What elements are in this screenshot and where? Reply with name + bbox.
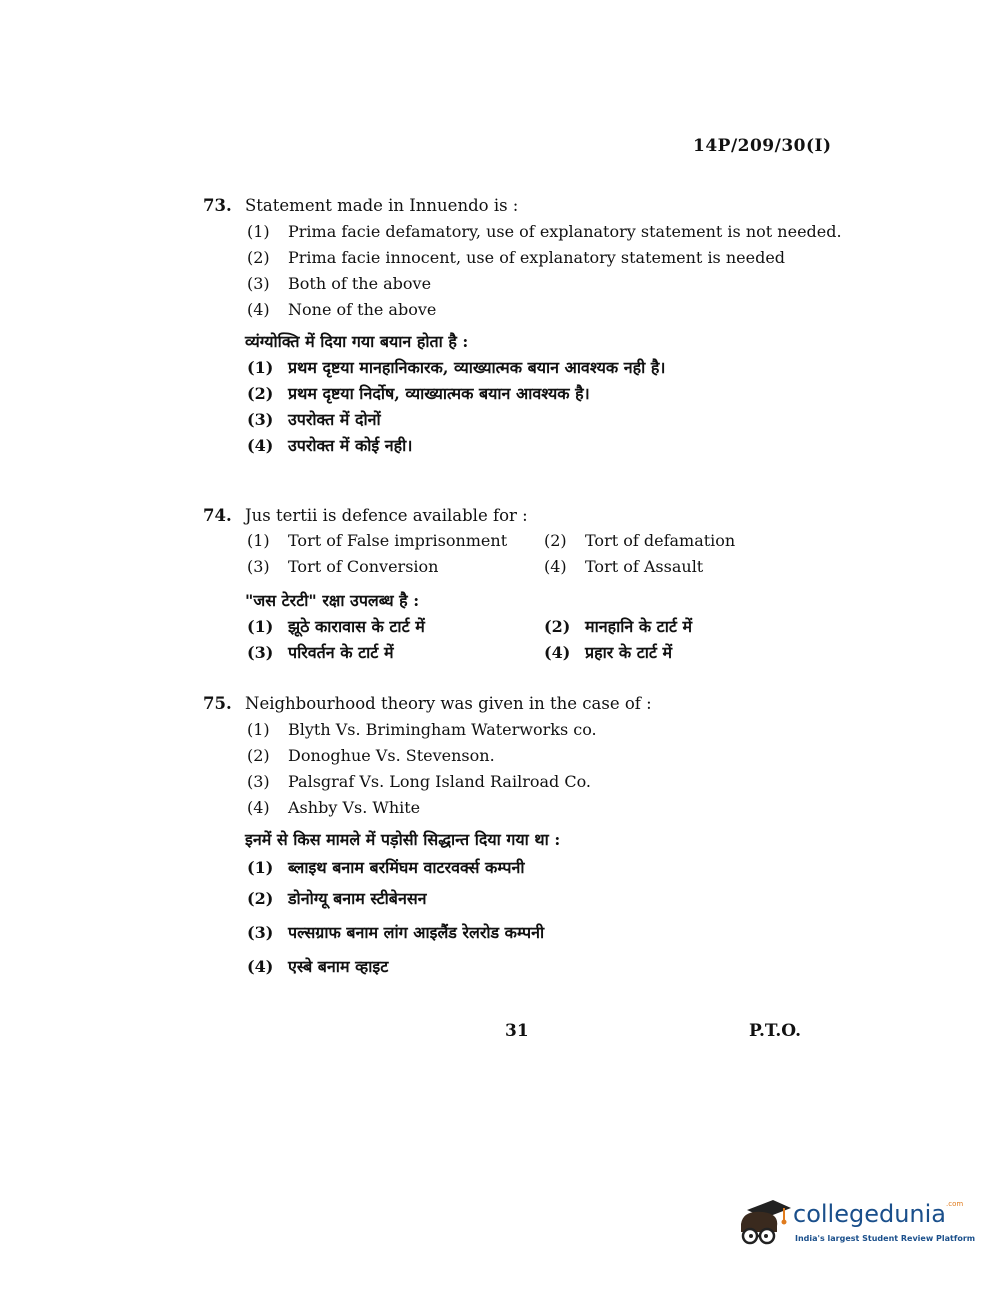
hindi-option-1 xyxy=(247,614,544,640)
option-text: Prima facie innocent, use of explanatory statement is needed xyxy=(288,248,786,267)
option-text: Ashby Vs. White xyxy=(288,798,421,817)
question-text xyxy=(203,194,843,218)
page-number: 31 xyxy=(505,1021,529,1041)
option-3 xyxy=(203,272,843,295)
logo-name: collegedunia xyxy=(793,1200,947,1228)
option-1 xyxy=(203,220,843,243)
option-text: प्रथम दृष्टया मानहानिकारक, व्याख्यात्मक बयान आवश्यक नही है। xyxy=(288,358,666,377)
option-number: (1) xyxy=(247,531,270,550)
question-statement: Neighbourhood theory was given in the case of : xyxy=(245,694,652,713)
hindi-option-1 xyxy=(203,355,843,381)
option-number: (4) xyxy=(544,557,567,576)
option-number: (1) xyxy=(247,720,270,739)
question-statement: Statement made in Innuendo is : xyxy=(245,196,519,215)
option-number: (4) xyxy=(247,300,270,319)
question-text xyxy=(203,504,843,528)
option-text: डोनोग्यू बनाम स्टीबेनसन xyxy=(288,889,427,908)
collegedunia-logo xyxy=(733,1196,976,1260)
option-number: (4) xyxy=(544,643,571,662)
option-1 xyxy=(203,718,843,741)
option-number: (1) xyxy=(247,617,274,636)
option-number: (4) xyxy=(247,798,270,817)
option-number: (2) xyxy=(544,531,567,550)
option-number: (1) xyxy=(247,222,270,241)
option-text: प्रथम दृष्टया निर्दोष, व्याख्यात्मक बयान आवश्यक है। xyxy=(288,384,590,403)
hindi-question-text: इनमें से किस मामले में पड़ोसी सिद्धान्त दिया गया था : xyxy=(245,830,561,849)
option-text: झूठे कारावास के टार्ट में xyxy=(288,617,425,636)
option-2 xyxy=(203,744,843,767)
option-text: प्रहार के टार्ट में xyxy=(585,643,673,662)
options-grid xyxy=(203,528,843,580)
option-number: (2) xyxy=(247,746,270,765)
option-number: (1) xyxy=(247,358,274,377)
option-3 xyxy=(203,770,843,793)
option-text: Prima facie defamatory, use of explanatory statement is not needed. xyxy=(288,222,842,241)
option-4 xyxy=(203,298,843,321)
option-2 xyxy=(544,528,844,554)
question-73 xyxy=(203,194,843,459)
hindi-option-3 xyxy=(203,920,843,946)
logo-wordmark xyxy=(793,1200,963,1228)
hindi-option-1 xyxy=(203,855,843,881)
option-2 xyxy=(203,246,843,269)
hindi-option-4 xyxy=(203,954,843,980)
option-3 xyxy=(247,554,544,580)
question-text xyxy=(203,692,843,716)
option-text: एस्बे बनाम व्हाइट xyxy=(288,957,389,976)
option-text: Tort of Conversion xyxy=(288,557,439,576)
option-number: (3) xyxy=(247,772,270,791)
option-number: (3) xyxy=(247,923,274,942)
option-number: (2) xyxy=(544,617,571,636)
mascot-icon xyxy=(733,1196,791,1254)
option-text: उपरोक्त में कोई नही। xyxy=(288,436,413,455)
option-text: पल्सग्राफ बनाम लांग आइलैंड रेलरोड कम्पनी xyxy=(288,923,545,942)
hindi-options-grid xyxy=(203,614,843,666)
question-number: 75. xyxy=(203,694,232,713)
question-74 xyxy=(203,504,843,666)
option-number: (4) xyxy=(247,436,274,455)
option-number: (2) xyxy=(247,248,270,267)
logo-tagline: India's largest Student Review Platform xyxy=(795,1234,976,1243)
option-text: Tort of defamation xyxy=(585,531,736,550)
option-number: (3) xyxy=(247,643,274,662)
option-number: (2) xyxy=(247,384,274,403)
hindi-option-4 xyxy=(544,640,844,666)
hindi-option-2 xyxy=(203,886,843,912)
hindi-question-text: व्यंग्योक्ति में दिया गया बयान होता है : xyxy=(245,332,469,351)
option-number: (1) xyxy=(247,858,274,877)
option-1 xyxy=(247,528,544,554)
option-text: Both of the above xyxy=(288,274,432,293)
question-number: 73. xyxy=(203,196,232,215)
hindi-option-4 xyxy=(203,433,843,459)
option-text: परिवर्तन के टार्ट में xyxy=(288,643,394,662)
option-number: (3) xyxy=(247,410,274,429)
hindi-option-3 xyxy=(203,407,843,433)
option-4 xyxy=(544,554,844,580)
question-number: 74. xyxy=(203,506,232,525)
option-number: (3) xyxy=(247,557,270,576)
option-text: None of the above xyxy=(288,300,437,319)
question-statement: Jus tertii is defence available for : xyxy=(245,506,528,525)
option-text: ब्लाइथ बनाम बरमिंघम वाटरवर्क्स कम्पनी xyxy=(288,858,525,877)
option-text: मानहानि के टार्ट में xyxy=(585,617,693,636)
option-text: Blyth Vs. Brimingham Waterworks co. xyxy=(288,720,597,739)
option-text: Tort of False imprisonment xyxy=(288,531,508,550)
hindi-question-text: "जस टेरटी" रक्षा उपलब्ध है : xyxy=(245,591,420,610)
pto-label: P.T.O. xyxy=(749,1021,801,1041)
option-number: (4) xyxy=(247,957,274,976)
option-text: Donoghue Vs. Stevenson. xyxy=(288,746,495,765)
option-number: (2) xyxy=(247,889,274,908)
hindi-option-2 xyxy=(203,381,843,407)
hindi-option-2 xyxy=(544,614,844,640)
option-text: Tort of Assault xyxy=(585,557,704,576)
option-text: उपरोक्त में दोनों xyxy=(288,410,381,429)
logo-suffix: .com xyxy=(946,1200,964,1208)
option-text: Palsgraf Vs. Long Island Railroad Co. xyxy=(288,772,592,791)
page-code: 14P/209/30(I) xyxy=(693,136,832,156)
question-75 xyxy=(203,692,843,980)
hindi-option-3 xyxy=(247,640,544,666)
option-number: (3) xyxy=(247,274,270,293)
option-4 xyxy=(203,796,843,819)
